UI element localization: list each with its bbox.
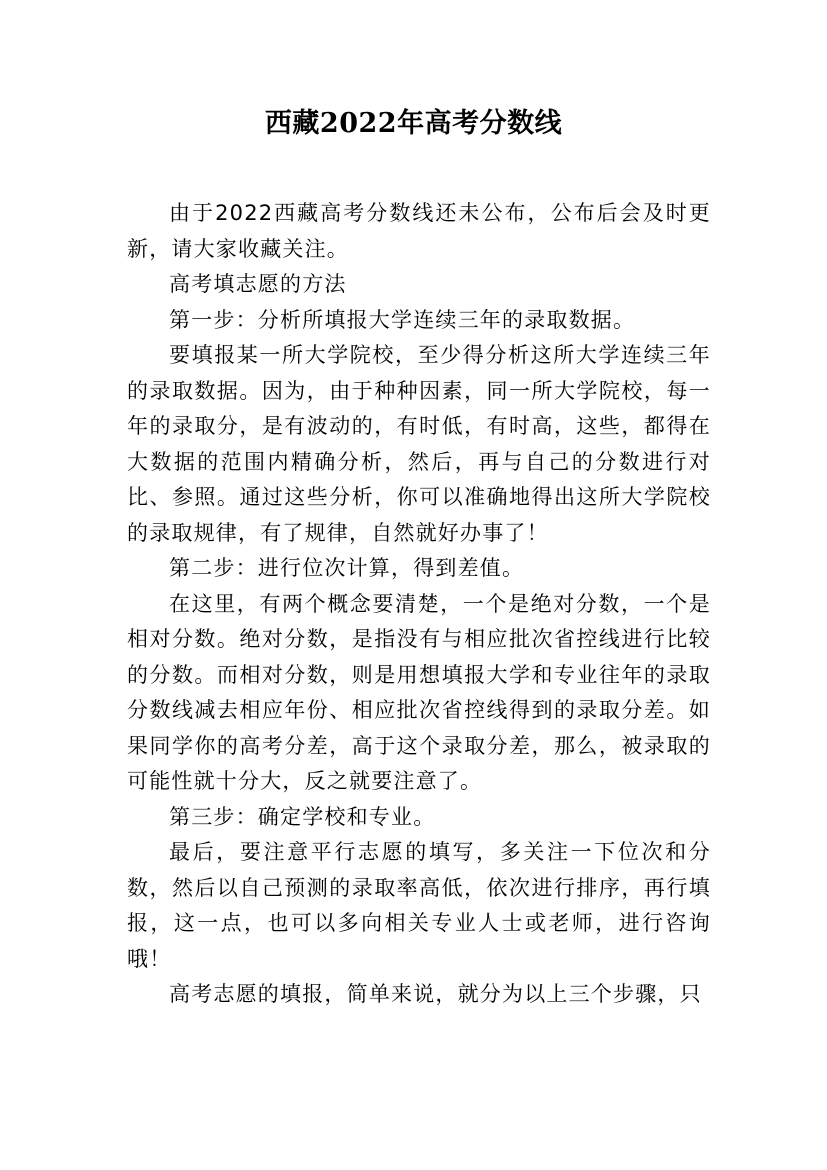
step-three-paragraph: 最后，要注意平行志愿的填写，多关注一下位次和分数，然后以自己预测的录取率高低，依次进行排序，再行填报，这一点，也可以多向相关专业人士或老师，进行咨询哦！: [127, 840, 711, 971]
step-two-paragraph: 在这里，有两个概念要清楚，一个是绝对分数，一个是相对分数。绝对分数，是指没有与相应批次省控线进行比较的分数。而相对分数，则是用想填报大学和专业往年的录取分数线减去相应年份、相应批次省控线得到的录取分差。如果同学你的高考分差，高于这个录取分差，那么，被录取的可能性就十分大，反之就要注意了。: [127, 591, 711, 793]
step-one-paragraph: 要填报某一所大学院校，至少得分析这所大学连续三年的录取数据。因为，由于种种因素，同一所大学院校，每一年的录取分，是有波动的，有时低，有时高，这些，都得在大数据的范围内精确分析，然后，再与自己的分数进行对比、参照。通过这些分析，你可以准确地得出这所大学院校的录取规律，有了规律，自然就好办事了！: [127, 343, 711, 545]
section-heading: 高考填志愿的方法: [169, 272, 347, 296]
document-title: 西藏2022年高考分数线: [264, 108, 563, 139]
summary-paragraph: 高考志愿的填报，简单来说，就分为以上三个步骤，只: [169, 982, 702, 1006]
step-two-heading: 第二步：进行位次计算，得到差值。: [169, 556, 525, 580]
step-three-heading: 第三步：确定学校和专业。: [169, 804, 436, 829]
intro-paragraph: 由于2022西藏高考分数线还未公布，公布后会及时更新，请大家收藏关注。: [127, 201, 711, 261]
step-one-heading: 第一步：分析所填报大学连续三年的录取数据。: [169, 307, 636, 332]
document-body: [127, 196, 711, 1013]
